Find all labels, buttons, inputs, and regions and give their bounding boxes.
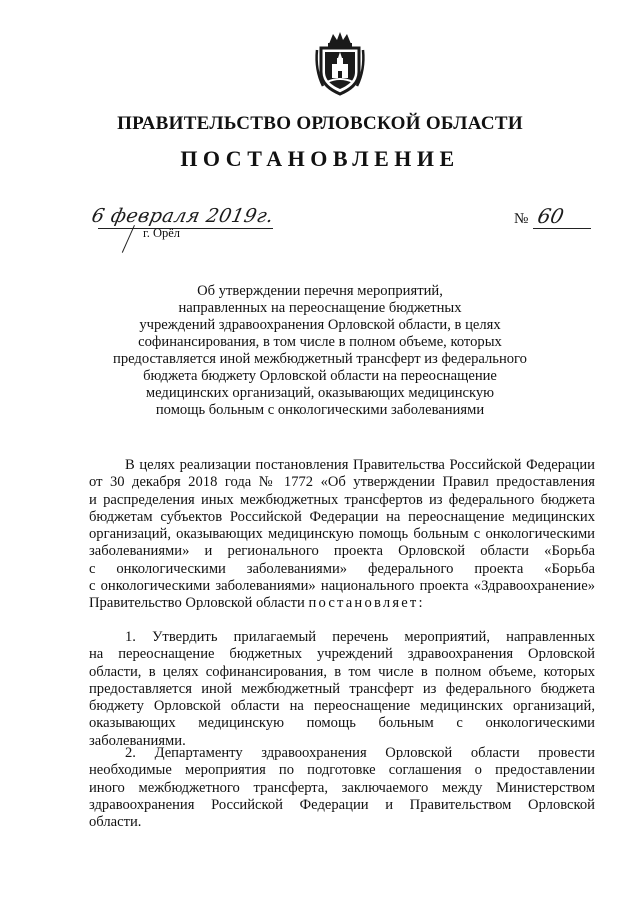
preamble-line: заболеваниями» и регионального проекта Орловской области «Борьба	[89, 543, 595, 560]
subject-line: бюджета бюджету Орловской области на переоснащение	[143, 368, 497, 384]
date-stroke	[122, 225, 135, 253]
item-2-line: здравоохранения Российской Федерации и Правительством Орловской	[89, 796, 595, 813]
resolves-word: постановляет:	[308, 595, 425, 612]
subject-line: софинансирования, в том числе в полном объеме, которых	[138, 334, 502, 350]
item-2-line: необходимые мероприятия по подготовке соглашения о предоставлении	[89, 762, 595, 779]
government-title: ПРАВИТЕЛЬСТВО ОРЛОВСКОЙ ОБЛАСТИ	[117, 113, 523, 134]
item-1-line: области, в целях софинансирования, в том числе в полном объеме, которых	[89, 663, 595, 680]
preamble-line: с онкологическими заболеваниями» федерального проекта «Борьба	[89, 560, 595, 577]
subject-line: учреждений здравоохранения Орловской области, в целях	[139, 317, 501, 333]
preamble-paragraph	[89, 457, 595, 613]
item-1-line: предоставляется иной межбюджетный трансферт из федерального бюджета	[89, 680, 595, 697]
handwritten-number: 60	[535, 204, 567, 228]
document-type: ПОСТАНОВЛЕНИЕ	[180, 146, 460, 171]
preamble-line: с онкологическими заболеваниями» национального проекта «Здравоохранение»	[89, 578, 595, 595]
subject-line: направленных на переоснащение бюджетных	[178, 300, 462, 316]
item-2-line: области.	[89, 814, 142, 831]
number-sign: №	[514, 211, 529, 227]
preamble-line: бюджетам субъектов Российской Федерации на переоснащение медицинских	[89, 508, 595, 525]
document-subject	[110, 283, 530, 419]
preamble-line: от 30 декабря 2018 года № 1772 «Об утверждении Правил предоставления	[89, 474, 595, 491]
item-1-line: заболеваниями.	[89, 732, 186, 749]
subject-line: медицинских организаций, оказывающих медицинскую	[145, 385, 495, 401]
preamble-line: организаций, оказывающих медицинскую помощь больным с онкологическими	[89, 526, 595, 543]
subject-line: Об утверждении перечня мероприятий,	[197, 283, 443, 299]
item-1-line: бюджету Орловской области на переоснащение медицинских организаций,	[89, 698, 595, 715]
item-1-paragraph	[89, 629, 595, 750]
city-label: г. Орёл	[143, 226, 181, 240]
subject-line: предоставляется иной межбюджетный трансферт из федерального	[113, 351, 527, 367]
preamble-line	[89, 595, 595, 612]
coat-of-arms-icon	[313, 30, 367, 96]
item-1-line: оказывающих медицинскую помощь больным с онкологическими	[89, 715, 595, 732]
item-1-line: на переоснащение бюджетных учреждений здравоохранения Орловской	[89, 646, 595, 663]
item-2-line: 2. Департаменту здравоохранения Орловской области провести	[125, 745, 595, 761]
handwritten-date: 6 февраля 2019г.	[89, 205, 276, 227]
preamble-line: В целях реализации постановления Правительства Российской Федерации	[125, 457, 595, 473]
item-2-line: иного межбюджетного трансферта, заключаемого между Министерством	[89, 779, 595, 796]
preamble-last-text: Правительство Орловской области	[89, 595, 309, 612]
item-1-line: 1. Утвердить прилагаемый перечень мероприятий, направленных	[125, 629, 595, 645]
item-2-paragraph	[89, 745, 595, 831]
preamble-line: и распределения иных межбюджетных трансфертов из федерального бюджета	[89, 491, 595, 508]
subject-line: помощь больным с онкологическими заболеваниями	[155, 402, 485, 418]
